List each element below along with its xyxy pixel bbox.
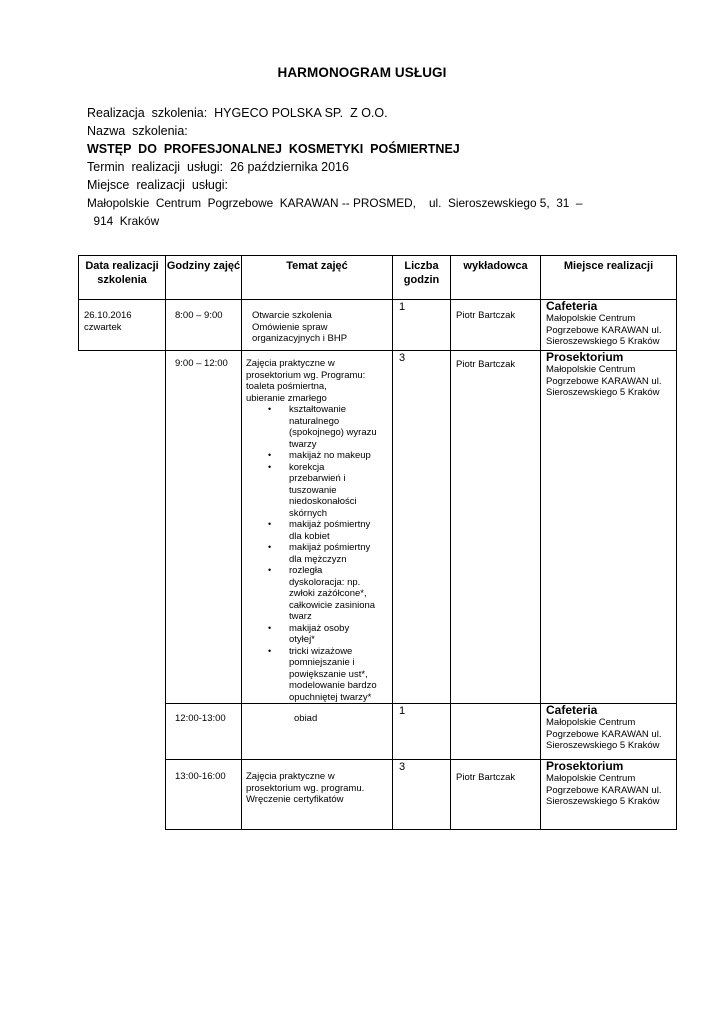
count-cell bbox=[393, 351, 451, 704]
topic-list bbox=[246, 404, 377, 703]
header-place: Miejsce realizacji bbox=[541, 256, 677, 300]
table-row bbox=[79, 704, 677, 760]
training-info bbox=[87, 104, 647, 230]
list-item: • tricki wizażowe pomniejszanie i powiększanie ust*, modelowanie bardzo opuchniętej twarzy* bbox=[289, 646, 377, 704]
list-item: • makijaż pośmiertny dla mężczyzn bbox=[289, 542, 377, 565]
place-text: Małopolskie Centrum Pogrzebowe KARAWAN ul. Sieroszewskiego 5 Kraków bbox=[546, 364, 662, 398]
lecturer-value: Piotr Bartczak bbox=[456, 359, 516, 370]
topic-intro: Zajęcia praktyczne w prosektorium wg. Programu: toaleta pośmiertna, ubieranie zmarłego bbox=[246, 358, 366, 404]
place-cell bbox=[541, 760, 677, 830]
place-title: Cafeteria bbox=[546, 299, 598, 313]
count-cell bbox=[393, 704, 451, 760]
hours-value: 13:00-16:00 bbox=[175, 771, 226, 782]
lecturer-cell bbox=[451, 760, 541, 830]
count-value: 1 bbox=[399, 301, 406, 313]
topic-line: Otwarcie szkolenia bbox=[252, 310, 332, 321]
date-cell-empty bbox=[79, 351, 166, 704]
lecturer-cell bbox=[451, 300, 541, 351]
lecturer-value: Piotr Bartczak bbox=[456, 772, 516, 783]
hours-value: 8:00 – 9:00 bbox=[175, 310, 223, 321]
count-value: 3 bbox=[399, 352, 406, 364]
date-cell-empty bbox=[79, 704, 166, 760]
hours-cell bbox=[166, 351, 242, 704]
place-cell bbox=[541, 351, 677, 704]
organizer-line: Realizacja szkolenia: HYGECO POLSKA SP. Z O.O. bbox=[87, 106, 388, 120]
place-text: Małopolskie Centrum Pogrzebowe KARAWAN ul. Sieroszewskiego 5 Kraków bbox=[546, 773, 662, 807]
date-line: Termin realizacji usługi: 26 października 2016 bbox=[87, 160, 349, 174]
topic-line: organizacyjnych i BHP bbox=[252, 333, 348, 344]
venue-address-cont: 914 Kraków bbox=[87, 214, 160, 228]
topic-cell bbox=[242, 351, 393, 704]
header-row bbox=[79, 256, 677, 300]
table-row bbox=[79, 760, 677, 830]
hours-cell bbox=[166, 300, 242, 351]
header-lecturer: wykładowca bbox=[451, 256, 541, 300]
topic-cell bbox=[242, 704, 393, 760]
schedule-table bbox=[78, 255, 677, 830]
lecturer-cell bbox=[451, 351, 541, 704]
topic-value: obiad bbox=[294, 713, 318, 724]
hours-value: 12:00-13:00 bbox=[175, 713, 226, 724]
hours-value: 9:00 – 12:00 bbox=[175, 358, 228, 369]
table-row bbox=[79, 300, 677, 351]
list-item: • makijaż pośmiertny dla kobiet bbox=[289, 519, 377, 542]
document-title: HARMONOGRAM USŁUGI bbox=[277, 65, 447, 80]
header-hours: Godziny zajęć bbox=[166, 256, 242, 300]
place-text: Małopolskie Centrum Pogrzebowe KARAWAN ul. Sieroszewskiego 5 Kraków bbox=[546, 313, 662, 347]
list-item: • kształtowanie naturalnego (spokojnego) wyrazu twarzy bbox=[289, 404, 377, 450]
count-value: 3 bbox=[399, 761, 406, 773]
topic-cell bbox=[242, 300, 393, 351]
header-date: Data realizacji szkolenia bbox=[79, 256, 166, 300]
place-title: Cafeteria bbox=[546, 703, 598, 717]
list-item: • korekcja przebarwień i tuszowanie niedoskonałości skórnych bbox=[289, 462, 377, 520]
training-name-label: Nazwa szkolenia: bbox=[87, 124, 188, 138]
place-title: Prosektorium bbox=[546, 350, 624, 364]
hours-cell bbox=[166, 704, 242, 760]
lecturer-cell bbox=[451, 704, 541, 760]
topic-line: Omówienie spraw bbox=[252, 321, 328, 333]
place-title: Prosektorium bbox=[546, 759, 624, 773]
list-item: • makijaż osoby otyłej* bbox=[289, 623, 377, 646]
list-item: • rozległa dyskoloracja: np. zwłoki zażółcone*, całkowicie zasiniona twarz bbox=[289, 565, 377, 623]
date-cell-empty bbox=[79, 760, 166, 830]
list-item: • makijaż no makeup bbox=[289, 450, 377, 462]
count-cell bbox=[393, 300, 451, 351]
lecturer-value: Piotr Bartczak bbox=[456, 310, 516, 321]
venue-label: Miejsce realizacji usługi: bbox=[87, 178, 229, 192]
header-count: Liczba godzin bbox=[393, 256, 451, 300]
place-text: Małopolskie Centrum Pogrzebowe KARAWAN ul. Sieroszewskiego 5 Kraków bbox=[546, 717, 662, 751]
header-topic: Temat zajęć bbox=[242, 256, 393, 300]
date-value: 26.10.2016 bbox=[84, 310, 132, 321]
topic-value: Zajęcia praktyczne w prosektorium wg. programu. Wręczenie certyfikatów bbox=[246, 771, 365, 805]
training-name: WSTĘP DO PROFESJONALNEJ KOSMETYKI POŚMIERTNEJ bbox=[87, 142, 460, 156]
day-value: czwartek bbox=[84, 321, 122, 333]
count-cell bbox=[393, 760, 451, 830]
count-value: 1 bbox=[399, 705, 406, 717]
table-row bbox=[79, 351, 677, 704]
date-cell bbox=[79, 300, 166, 351]
topic-cell bbox=[242, 760, 393, 830]
place-cell bbox=[541, 300, 677, 351]
venue-address: Małopolskie Centrum Pogrzebowe KARAWAN -- PROSMED, ul. Sieroszewskiego 5, 31 – bbox=[87, 196, 583, 210]
hours-cell bbox=[166, 760, 242, 830]
place-cell bbox=[541, 704, 677, 760]
